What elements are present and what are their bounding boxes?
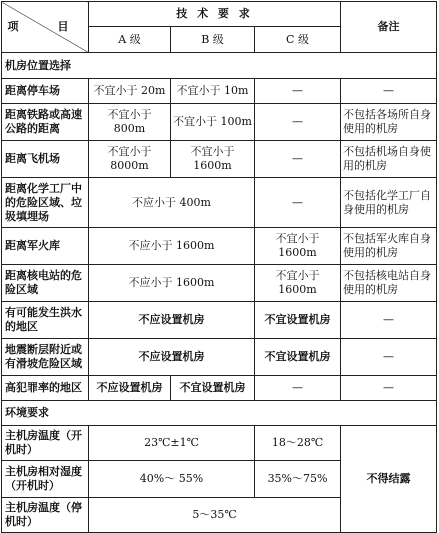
row-item: 高犯罪率的地区 [2, 376, 89, 401]
header-level-b: B 级 [171, 27, 255, 53]
header-level-a: A 级 [89, 27, 171, 53]
section-row [2, 401, 437, 426]
row-item: 主机房相对湿度（开机时） [2, 461, 89, 498]
row-item: 地震断层附近或有滑坡危险区域 [2, 339, 89, 376]
cell-level-b: 不宜设置机房 [171, 376, 255, 401]
cell-note: — [341, 339, 437, 376]
cell-level-ab: 不应设置机房 [89, 339, 255, 376]
header-item: 项 目 [2, 2, 89, 53]
table-row [2, 376, 437, 401]
cell-level-abc: 5～35℃ [89, 498, 341, 533]
cell-note: — [341, 302, 437, 339]
requirements-table-container [1, 1, 437, 533]
cell-level-ab: 不应设置机房 [89, 302, 255, 339]
cell-level-a: 不宜小于 800m [89, 104, 171, 141]
section-title-location: 机房位置选择 [2, 53, 437, 79]
cell-note: 不包括各场所自身使用的机房 [341, 104, 437, 141]
cell-level-a: 不宜小于 8000m [89, 141, 171, 178]
cell-level-c: 不宜小于 1600m [255, 228, 341, 265]
cell-level-ab: 不应小于 1600m [89, 265, 255, 302]
cell-level-c: — [255, 141, 341, 178]
cell-level-a: 不应设置机房 [89, 376, 171, 401]
cell-note: — [341, 79, 437, 104]
row-item: 距离飞机场 [2, 141, 89, 178]
header-note: 备注 [341, 2, 437, 53]
row-item: 主机房温度（开机时） [2, 426, 89, 461]
cell-level-c: 不宜设置机房 [255, 302, 341, 339]
table-row [2, 228, 437, 265]
row-item: 距离停车场 [2, 79, 89, 104]
table-row [2, 141, 437, 178]
row-item: 距离军火库 [2, 228, 89, 265]
cell-level-c: — [255, 79, 341, 104]
row-item: 有可能发生洪水的地区 [2, 302, 89, 339]
cell-level-c: — [255, 376, 341, 401]
row-item: 距离核电站的危险区域 [2, 265, 89, 302]
table-row [2, 104, 437, 141]
cell-level-c: 不宜设置机房 [255, 339, 341, 376]
table-row [2, 339, 437, 376]
row-item: 主机房温度（停机时） [2, 498, 89, 533]
cell-env-note: 不得结露 [341, 426, 437, 533]
section-row [2, 53, 437, 79]
table-row [2, 79, 437, 104]
cell-note: 不包括核电站自身使用的机房 [341, 265, 437, 302]
cell-level-ab: 40%～ 55% [89, 461, 255, 498]
row-item: 距离铁路或高速公路的距离 [2, 104, 89, 141]
header-row-1 [2, 2, 437, 27]
table-row [2, 265, 437, 302]
section-title-environment: 环境要求 [2, 401, 437, 426]
cell-level-c: — [255, 178, 341, 228]
cell-level-b: 不宜小于 100m [171, 104, 255, 141]
cell-level-ab: 不应小于 1600m [89, 228, 255, 265]
cell-level-c: 35%～75% [255, 461, 341, 498]
cell-level-c: 不宜小于 1600m [255, 265, 341, 302]
cell-level-b: 不宜小于 1600m [171, 141, 255, 178]
cell-note: 不包括军火库自身使用的机房 [341, 228, 437, 265]
header-level-c: C 级 [255, 27, 341, 53]
cell-note: — [341, 376, 437, 401]
cell-level-ab: 不应小于 400m [89, 178, 255, 228]
table-row [2, 302, 437, 339]
cell-note: 不包括化学工厂自身使用的机房 [341, 178, 437, 228]
cell-level-ab: 23℃±1℃ [89, 426, 255, 461]
cell-level-c: — [255, 104, 341, 141]
table-row [2, 178, 437, 228]
cell-level-a: 不宜小于 20m [89, 79, 171, 104]
requirements-table [1, 1, 437, 533]
cell-note: 不包括机场自身使用的机房 [341, 141, 437, 178]
cell-level-b: 不宜小于 10m [171, 79, 255, 104]
row-item: 距离化学工厂中的危险区域、垃圾填埋场 [2, 178, 89, 228]
table-row [2, 426, 437, 461]
header-tech-requirements: 技 术 要 求 [89, 2, 341, 27]
cell-level-c: 18～28℃ [255, 426, 341, 461]
